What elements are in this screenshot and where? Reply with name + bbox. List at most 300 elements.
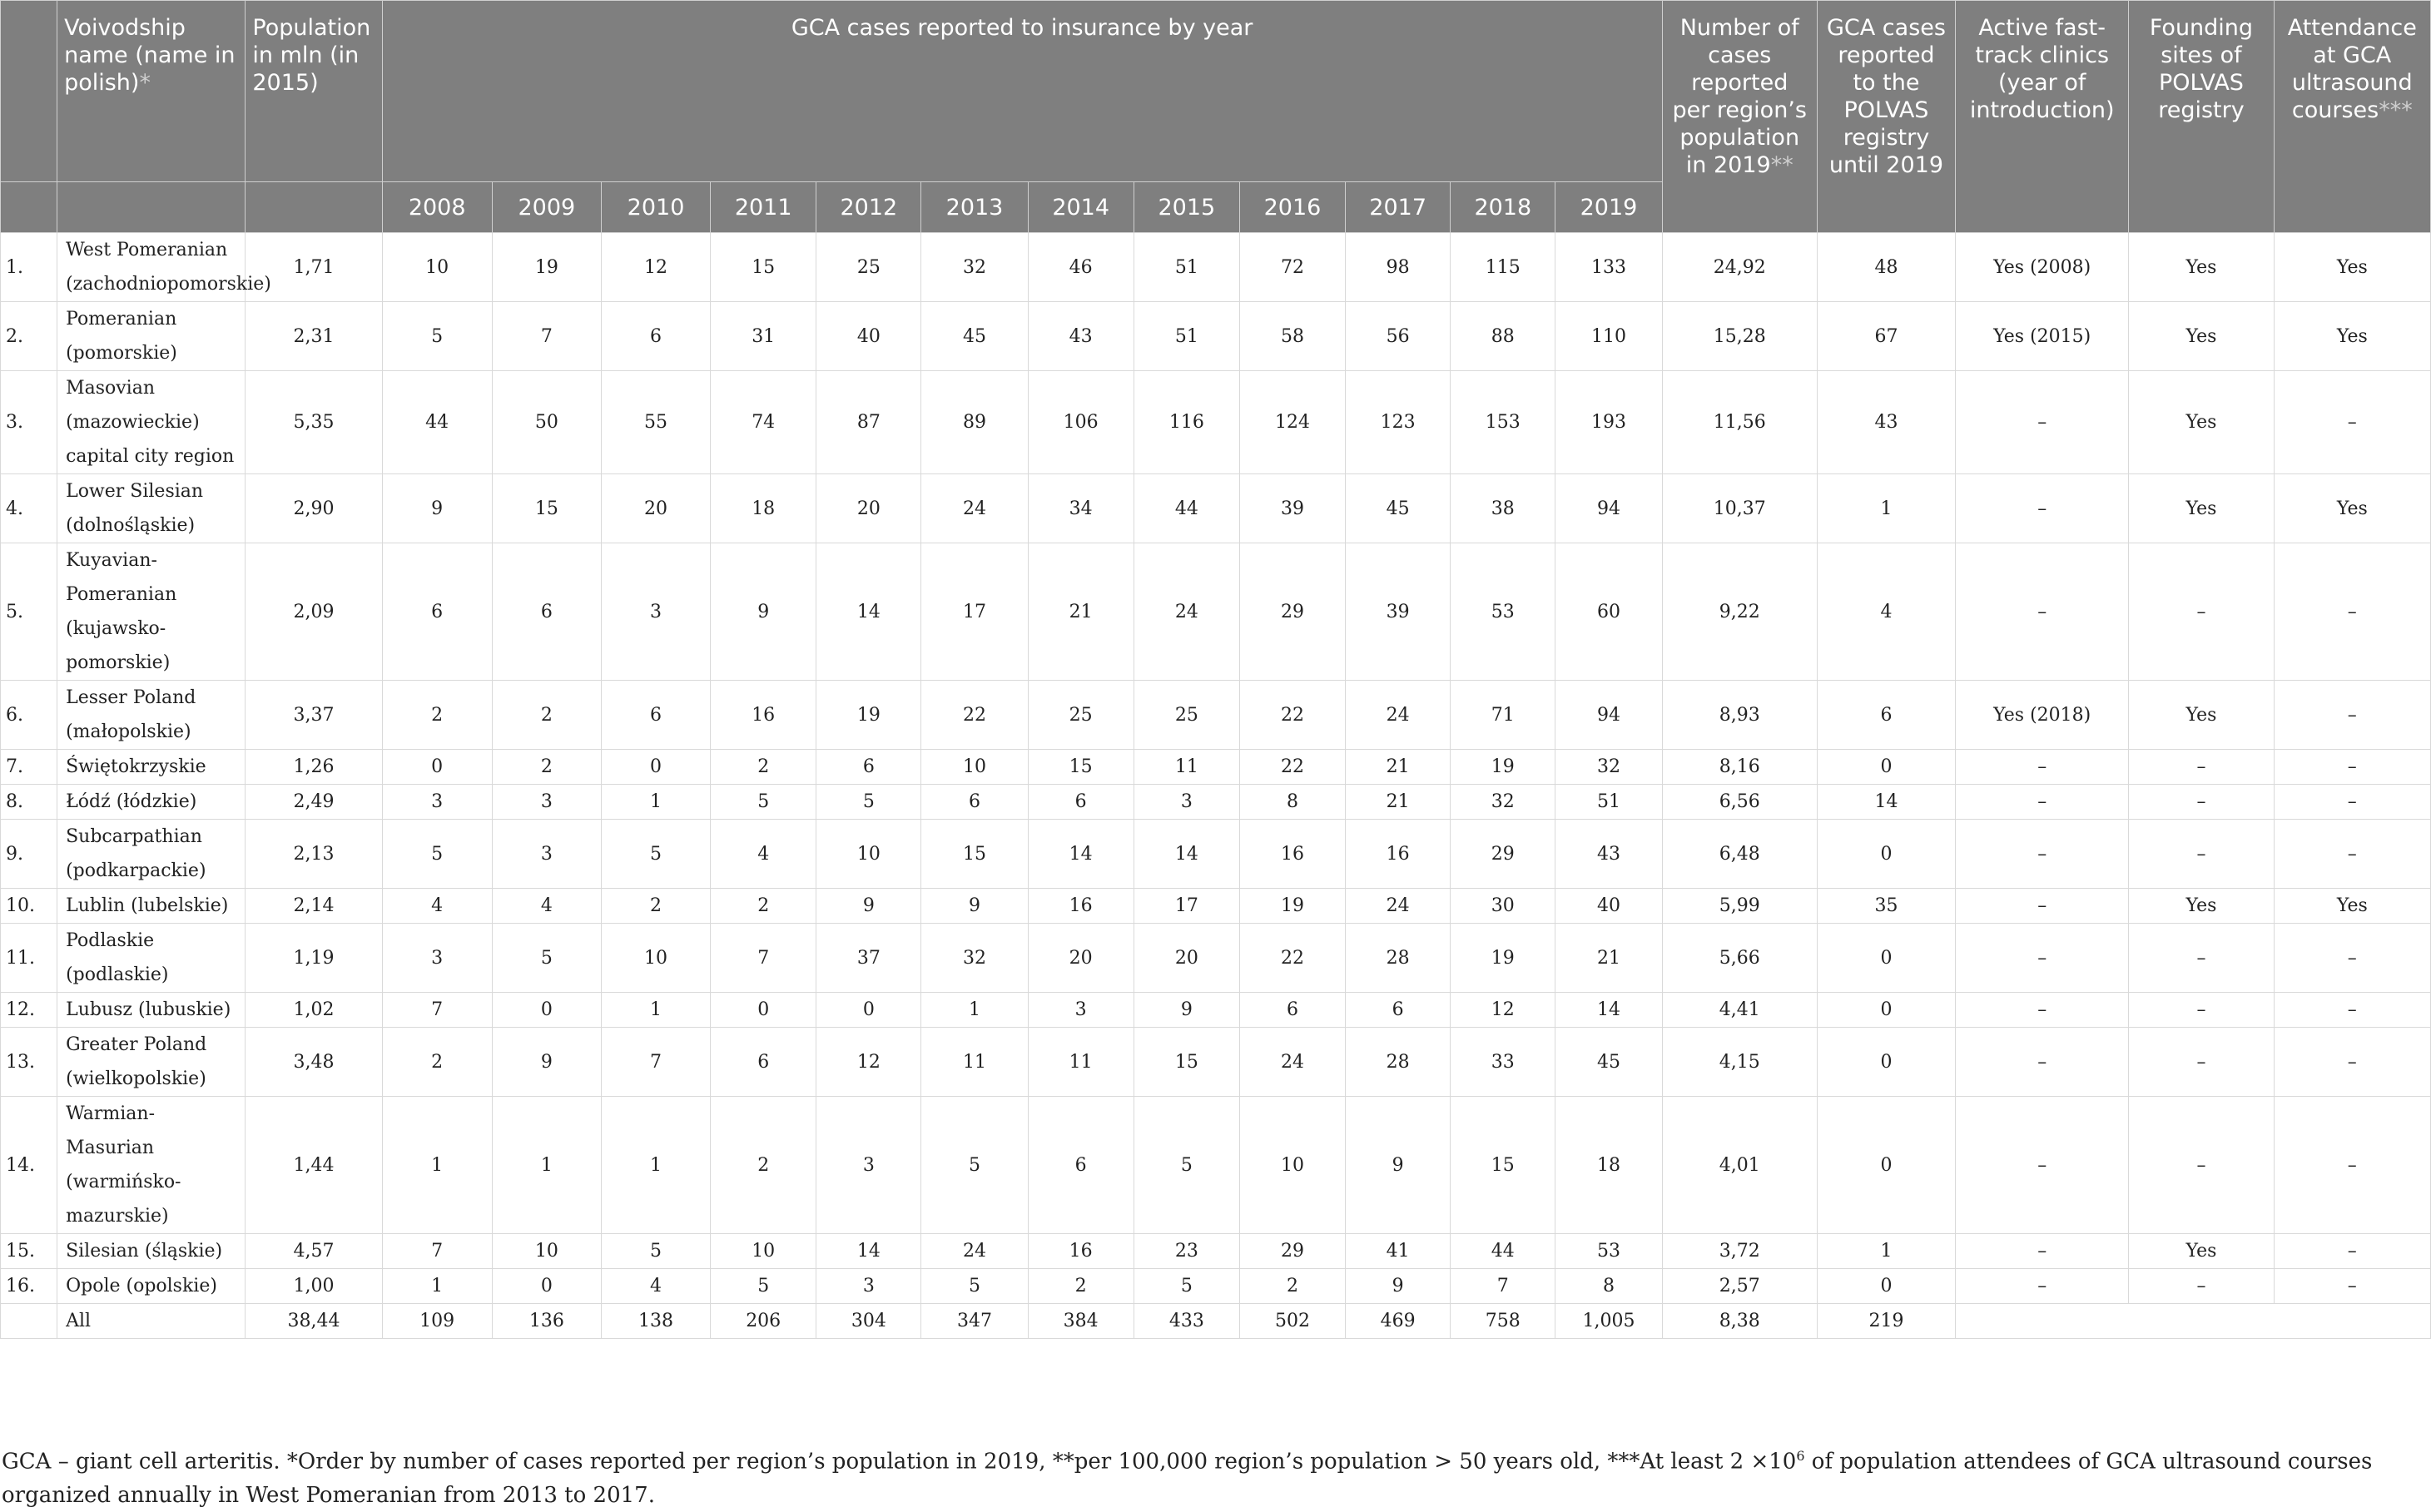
fast-track-cell: – (1956, 1097, 2129, 1234)
cases-cell-2010: 6 (601, 302, 710, 371)
region-name: Opole (opolskie) (57, 1269, 246, 1304)
cases-cell-2014: 16 (1028, 1234, 1134, 1269)
population-cell: 2,09 (246, 543, 382, 681)
cases-cell-2011: 2 (711, 889, 816, 924)
cases-cell-2010: 1 (601, 785, 710, 820)
region-name: Łódź (łódzkie) (57, 785, 246, 820)
total-cases-2019: 1,005 (1555, 1304, 1662, 1339)
year-header-2018: 2018 (1451, 182, 1555, 233)
cases-cell-2017: 6 (1346, 993, 1451, 1028)
cases-cell-2019: 45 (1555, 1028, 1662, 1097)
polvas-cell: 1 (1817, 474, 1955, 543)
row-index: 1. (1, 233, 57, 302)
per-population-cell: 3,72 (1662, 1234, 1817, 1269)
cases-cell-2010: 6 (601, 681, 710, 750)
founding-cell: Yes (2129, 1234, 2274, 1269)
cases-cell-2015: 17 (1134, 889, 1239, 924)
fast-track-cell: – (1956, 785, 2129, 820)
cases-cell-2009: 2 (492, 681, 601, 750)
year-header-2013: 2013 (921, 182, 1028, 233)
cases-cell-2008: 7 (382, 993, 492, 1028)
total-cases-2016: 502 (1239, 1304, 1345, 1339)
founding-cell: Yes (2129, 474, 2274, 543)
cases-cell-2011: 2 (711, 1097, 816, 1234)
population-cell: 2,14 (246, 889, 382, 924)
table-row (1, 993, 2431, 1028)
total-blank (1956, 1304, 2431, 1339)
cases-cell-2014: 21 (1028, 543, 1134, 681)
cases-cell-2013: 11 (921, 1028, 1028, 1097)
cases-cell-2013: 9 (921, 889, 1028, 924)
cases-cell-2009: 3 (492, 785, 601, 820)
attendance-cell: Yes (2274, 889, 2430, 924)
cases-cell-2015: 3 (1134, 785, 1239, 820)
year-header-2015: 2015 (1134, 182, 1239, 233)
population-cell: 2,13 (246, 820, 382, 889)
cases-cell-2014: 106 (1028, 371, 1134, 474)
fast-track-cell: – (1956, 924, 2129, 993)
cases-cell-2009: 0 (492, 1269, 601, 1304)
cases-cell-2017: 9 (1346, 1097, 1451, 1234)
cases-cell-2013: 24 (921, 1234, 1028, 1269)
cases-cell-2019: 43 (1555, 820, 1662, 889)
cases-cell-2009: 6 (492, 543, 601, 681)
cases-cell-2019: 94 (1555, 474, 1662, 543)
per-population-cell: 4,01 (1662, 1097, 1817, 1234)
cases-cell-2019: 14 (1555, 993, 1662, 1028)
region-name: West Pomeranian (zachodniopomorskie) (57, 233, 246, 302)
fast-track-cell: – (1956, 820, 2129, 889)
cases-cell-2015: 24 (1134, 543, 1239, 681)
cases-cell-2018: 88 (1451, 302, 1555, 371)
fast-track-cell: – (1956, 1028, 2129, 1097)
cases-cell-2011: 6 (711, 1028, 816, 1097)
cases-cell-2012: 20 (816, 474, 921, 543)
fast-track-cell: Yes (2008) (1956, 233, 2129, 302)
cases-cell-2010: 2 (601, 889, 710, 924)
cases-cell-2016: 22 (1239, 750, 1345, 785)
table-row (1, 1097, 2431, 1234)
cases-cell-2018: 19 (1451, 750, 1555, 785)
attendance-cell: Yes (2274, 302, 2430, 371)
cases-cell-2009: 15 (492, 474, 601, 543)
per-population-cell: 8,93 (1662, 681, 1817, 750)
region-name: Świętokrzyskie (57, 750, 246, 785)
cases-cell-2016: 22 (1239, 681, 1345, 750)
cases-cell-2018: 12 (1451, 993, 1555, 1028)
total-cases-2009: 136 (492, 1304, 601, 1339)
founding-cell: – (2129, 750, 2274, 785)
total-row (1, 1304, 2431, 1339)
cases-cell-2012: 14 (816, 1234, 921, 1269)
cases-cell-2016: 6 (1239, 993, 1345, 1028)
cases-cell-2019: 193 (1555, 371, 1662, 474)
cases-cell-2018: 19 (1451, 924, 1555, 993)
year-header-2008: 2008 (382, 182, 492, 233)
cases-cell-2013: 5 (921, 1097, 1028, 1234)
cases-cell-2008: 3 (382, 924, 492, 993)
attendance-cell: – (2274, 1234, 2430, 1269)
founding-cell: – (2129, 785, 2274, 820)
cases-cell-2016: 124 (1239, 371, 1345, 474)
cases-cell-2014: 25 (1028, 681, 1134, 750)
table-body (1, 233, 2431, 1339)
cases-cell-2017: 21 (1346, 750, 1451, 785)
cases-cell-2016: 10 (1239, 1097, 1345, 1234)
polvas-cell: 0 (1817, 1097, 1955, 1234)
total-cases-2013: 347 (921, 1304, 1028, 1339)
polvas-cell: 0 (1817, 1269, 1955, 1304)
cases-cell-2014: 2 (1028, 1269, 1134, 1304)
cases-cell-2014: 34 (1028, 474, 1134, 543)
cases-cell-2010: 10 (601, 924, 710, 993)
founding-cell: Yes (2129, 302, 2274, 371)
cases-cell-2010: 1 (601, 1097, 710, 1234)
population-cell: 1,26 (246, 750, 382, 785)
cases-cell-2010: 5 (601, 820, 710, 889)
attendance-cell: – (2274, 1269, 2430, 1304)
cases-cell-2015: 44 (1134, 474, 1239, 543)
population-cell: 3,48 (246, 1028, 382, 1097)
cases-cell-2015: 25 (1134, 681, 1239, 750)
population-cell: 4,57 (246, 1234, 382, 1269)
year-blank (1, 182, 57, 233)
cases-cell-2015: 51 (1134, 302, 1239, 371)
polvas-cell: 0 (1817, 750, 1955, 785)
attendance-cell: – (2274, 750, 2430, 785)
cases-cell-2012: 19 (816, 681, 921, 750)
per-population-cell: 6,48 (1662, 820, 1817, 889)
cases-cell-2019: 110 (1555, 302, 1662, 371)
header-polvas: GCA cases reported to the POLVAS registry until 2019 (1817, 1, 1955, 233)
fast-track-cell: Yes (2015) (1956, 302, 2129, 371)
cases-cell-2010: 5 (601, 1234, 710, 1269)
founding-cell: Yes (2129, 681, 2274, 750)
header-founding: Founding sites of POLVAS registry (2129, 1, 2274, 233)
polvas-cell: 0 (1817, 924, 1955, 993)
polvas-cell: 35 (1817, 889, 1955, 924)
cases-cell-2013: 32 (921, 924, 1028, 993)
cases-cell-2016: 22 (1239, 924, 1345, 993)
founding-cell: – (2129, 1097, 2274, 1234)
cases-cell-2009: 50 (492, 371, 601, 474)
table-row (1, 750, 2431, 785)
attendance-cell: – (2274, 1097, 2430, 1234)
cases-cell-2019: 60 (1555, 543, 1662, 681)
region-name: Podlaskie (podlaskie) (57, 924, 246, 993)
cases-cell-2014: 20 (1028, 924, 1134, 993)
cases-cell-2008: 5 (382, 820, 492, 889)
polvas-cell: 0 (1817, 1028, 1955, 1097)
population-cell: 2,49 (246, 785, 382, 820)
row-index: 8. (1, 785, 57, 820)
region-name: Lublin (lubelskie) (57, 889, 246, 924)
cases-cell-2013: 1 (921, 993, 1028, 1028)
total-cases-2008: 109 (382, 1304, 492, 1339)
year-header-2019: 2019 (1555, 182, 1662, 233)
cases-cell-2015: 5 (1134, 1269, 1239, 1304)
table-row (1, 1028, 2431, 1097)
fast-track-cell: – (1956, 543, 2129, 681)
cases-cell-2010: 7 (601, 1028, 710, 1097)
cases-cell-2018: 44 (1451, 1234, 1555, 1269)
cases-cell-2011: 7 (711, 924, 816, 993)
table-footnote: GCA – giant cell arteritis. *Order by number of cases reported per region’s population in 2019, **per 100,000 region’s population > 50 years old, ***At least 2 ×10$^6$ of population attendees of GCA ultrasound courses organized annually in West Pomeranian from 2013 to 2017. (2, 1448, 2373, 1508)
cases-cell-2018: 153 (1451, 371, 1555, 474)
founding-cell: – (2129, 993, 2274, 1028)
cases-cell-2010: 12 (601, 233, 710, 302)
per-population-cell: 2,57 (1662, 1269, 1817, 1304)
row-index: 11. (1, 924, 57, 993)
year-header-2012: 2012 (816, 182, 921, 233)
polvas-cell: 4 (1817, 543, 1955, 681)
table-row (1, 1269, 2431, 1304)
table-row (1, 889, 2431, 924)
fast-track-cell: Yes (2018) (1956, 681, 2129, 750)
cases-cell-2010: 20 (601, 474, 710, 543)
total-cases-2014: 384 (1028, 1304, 1134, 1339)
per-population-cell: 15,28 (1662, 302, 1817, 371)
header-index (1, 1, 57, 182)
cases-cell-2019: 40 (1555, 889, 1662, 924)
cases-cell-2019: 133 (1555, 233, 1662, 302)
per-population-cell: 8,16 (1662, 750, 1817, 785)
fast-track-cell: – (1956, 1234, 2129, 1269)
cases-cell-2011: 15 (711, 233, 816, 302)
cases-cell-2013: 10 (921, 750, 1028, 785)
region-name: Kuyavian-Pomeranian (kujawsko-pomorskie) (57, 543, 246, 681)
cases-cell-2018: 38 (1451, 474, 1555, 543)
table-row (1, 681, 2431, 750)
row-index: 7. (1, 750, 57, 785)
cases-cell-2015: 23 (1134, 1234, 1239, 1269)
cases-cell-2019: 21 (1555, 924, 1662, 993)
region-name: Subcarpathian (podkarpackie) (57, 820, 246, 889)
cases-cell-2015: 51 (1134, 233, 1239, 302)
cases-cell-2017: 123 (1346, 371, 1451, 474)
cases-cell-2015: 15 (1134, 1028, 1239, 1097)
cases-cell-2011: 16 (711, 681, 816, 750)
cases-cell-2008: 0 (382, 750, 492, 785)
population-cell: 1,44 (246, 1097, 382, 1234)
cases-cell-2013: 6 (921, 785, 1028, 820)
polvas-cell: 0 (1817, 820, 1955, 889)
cases-cell-2009: 1 (492, 1097, 601, 1234)
header-row (1, 1, 2431, 182)
cases-cell-2011: 9 (711, 543, 816, 681)
cases-cell-2008: 1 (382, 1269, 492, 1304)
cases-cell-2014: 15 (1028, 750, 1134, 785)
per-population-cell: 10,37 (1662, 474, 1817, 543)
cases-cell-2008: 1 (382, 1097, 492, 1234)
cases-cell-2018: 115 (1451, 233, 1555, 302)
region-name: Greater Poland (wielkopolskie) (57, 1028, 246, 1097)
row-index: 15. (1, 1234, 57, 1269)
cases-cell-2018: 32 (1451, 785, 1555, 820)
header-name: Voivodship name (name in polish)* (57, 1, 246, 182)
attendance-cell: – (2274, 543, 2430, 681)
cases-cell-2018: 7 (1451, 1269, 1555, 1304)
table-row (1, 302, 2431, 371)
table-row (1, 474, 2431, 543)
cases-cell-2012: 9 (816, 889, 921, 924)
total-cases-2012: 304 (816, 1304, 921, 1339)
polvas-cell: 43 (1817, 371, 1955, 474)
cases-cell-2009: 10 (492, 1234, 601, 1269)
cases-cell-2012: 14 (816, 543, 921, 681)
row-index: 13. (1, 1028, 57, 1097)
cases-cell-2015: 20 (1134, 924, 1239, 993)
cases-cell-2015: 14 (1134, 820, 1239, 889)
cases-cell-2012: 3 (816, 1269, 921, 1304)
region-name: Warmian-Masurian (warmińsko-mazurskie) (57, 1097, 246, 1234)
attendance-cell: Yes (2274, 474, 2430, 543)
founding-cell: Yes (2129, 233, 2274, 302)
year-blank (246, 182, 382, 233)
table-row (1, 1234, 2431, 1269)
cases-cell-2014: 6 (1028, 785, 1134, 820)
fast-track-cell: – (1956, 474, 2129, 543)
cases-cell-2013: 89 (921, 371, 1028, 474)
attendance-cell: Yes (2274, 233, 2430, 302)
row-index: 5. (1, 543, 57, 681)
cases-cell-2013: 24 (921, 474, 1028, 543)
cases-cell-2008: 6 (382, 543, 492, 681)
header-attendance: Attendance at GCA ultrasound courses*** (2274, 1, 2430, 233)
population-cell: 2,90 (246, 474, 382, 543)
cases-cell-2016: 24 (1239, 1028, 1345, 1097)
region-name: Pomeranian (pomorskie) (57, 302, 246, 371)
header-fast-track: Active fast-track clinics (year of introduction) (1956, 1, 2129, 233)
cases-cell-2017: 24 (1346, 889, 1451, 924)
cases-cell-2013: 45 (921, 302, 1028, 371)
cases-cell-2009: 19 (492, 233, 601, 302)
cases-cell-2013: 17 (921, 543, 1028, 681)
cases-cell-2009: 2 (492, 750, 601, 785)
cases-cell-2008: 2 (382, 681, 492, 750)
cases-cell-2017: 16 (1346, 820, 1451, 889)
cases-cell-2018: 15 (1451, 1097, 1555, 1234)
table-row (1, 543, 2431, 681)
table-row (1, 785, 2431, 820)
cases-cell-2011: 2 (711, 750, 816, 785)
cases-cell-2009: 0 (492, 993, 601, 1028)
per-population-cell: 9,22 (1662, 543, 1817, 681)
cases-cell-2014: 16 (1028, 889, 1134, 924)
year-header-2016: 2016 (1239, 182, 1345, 233)
cases-cell-2010: 0 (601, 750, 710, 785)
population-cell: 5,35 (246, 371, 382, 474)
founding-cell: – (2129, 924, 2274, 993)
fast-track-cell: – (1956, 889, 2129, 924)
fast-track-cell: – (1956, 371, 2129, 474)
polvas-cell: 14 (1817, 785, 1955, 820)
cases-cell-2017: 21 (1346, 785, 1451, 820)
cases-cell-2017: 24 (1346, 681, 1451, 750)
cases-cell-2010: 55 (601, 371, 710, 474)
cases-cell-2013: 15 (921, 820, 1028, 889)
total-cases-2015: 433 (1134, 1304, 1239, 1339)
cases-cell-2017: 41 (1346, 1234, 1451, 1269)
row-index: 6. (1, 681, 57, 750)
cases-cell-2012: 3 (816, 1097, 921, 1234)
cases-cell-2012: 6 (816, 750, 921, 785)
cases-cell-2012: 25 (816, 233, 921, 302)
cases-cell-2009: 3 (492, 820, 601, 889)
per-population-cell: 6,56 (1662, 785, 1817, 820)
polvas-cell: 1 (1817, 1234, 1955, 1269)
cases-cell-2017: 39 (1346, 543, 1451, 681)
cases-cell-2019: 51 (1555, 785, 1662, 820)
cases-cell-2017: 56 (1346, 302, 1451, 371)
cases-cell-2019: 18 (1555, 1097, 1662, 1234)
fast-track-cell: – (1956, 993, 2129, 1028)
cases-cell-2018: 29 (1451, 820, 1555, 889)
cases-cell-2009: 4 (492, 889, 601, 924)
cases-cell-2017: 28 (1346, 1028, 1451, 1097)
cases-cell-2016: 39 (1239, 474, 1345, 543)
cases-cell-2014: 3 (1028, 993, 1134, 1028)
attendance-cell: – (2274, 785, 2430, 820)
cases-cell-2013: 22 (921, 681, 1028, 750)
per-population-cell: 4,15 (1662, 1028, 1817, 1097)
row-index (1, 1304, 57, 1339)
cases-cell-2011: 0 (711, 993, 816, 1028)
cases-cell-2018: 53 (1451, 543, 1555, 681)
table-row (1, 233, 2431, 302)
cases-cell-2012: 5 (816, 785, 921, 820)
year-header-2010: 2010 (601, 182, 710, 233)
total-cases-2010: 138 (601, 1304, 710, 1339)
cases-cell-2011: 4 (711, 820, 816, 889)
polvas-cell: 6 (1817, 681, 1955, 750)
cases-cell-2008: 2 (382, 1028, 492, 1097)
row-index: 4. (1, 474, 57, 543)
table-row (1, 371, 2431, 474)
cases-cell-2015: 116 (1134, 371, 1239, 474)
founding-cell: – (2129, 543, 2274, 681)
per-population-cell: 4,41 (1662, 993, 1817, 1028)
cases-cell-2008: 3 (382, 785, 492, 820)
cases-cell-2019: 8 (1555, 1269, 1662, 1304)
attendance-cell: – (2274, 820, 2430, 889)
cases-cell-2017: 45 (1346, 474, 1451, 543)
cases-cell-2012: 12 (816, 1028, 921, 1097)
cases-cell-2016: 2 (1239, 1269, 1345, 1304)
founding-cell: – (2129, 1269, 2274, 1304)
cases-cell-2015: 9 (1134, 993, 1239, 1028)
total-population: 38,44 (246, 1304, 382, 1339)
cases-cell-2010: 3 (601, 543, 710, 681)
row-index: 12. (1, 993, 57, 1028)
founding-cell: Yes (2129, 889, 2274, 924)
cases-cell-2018: 30 (1451, 889, 1555, 924)
cases-cell-2011: 10 (711, 1234, 816, 1269)
per-population-cell: 11,56 (1662, 371, 1817, 474)
cases-cell-2012: 87 (816, 371, 921, 474)
cases-cell-2014: 43 (1028, 302, 1134, 371)
cases-cell-2011: 74 (711, 371, 816, 474)
polvas-cell: 48 (1817, 233, 1955, 302)
cases-cell-2014: 46 (1028, 233, 1134, 302)
attendance-cell: – (2274, 681, 2430, 750)
region-name: Silesian (śląskie) (57, 1234, 246, 1269)
population-cell: 3,37 (246, 681, 382, 750)
cases-cell-2012: 40 (816, 302, 921, 371)
cases-cell-2015: 11 (1134, 750, 1239, 785)
cases-cell-2011: 5 (711, 785, 816, 820)
table-row (1, 924, 2431, 993)
